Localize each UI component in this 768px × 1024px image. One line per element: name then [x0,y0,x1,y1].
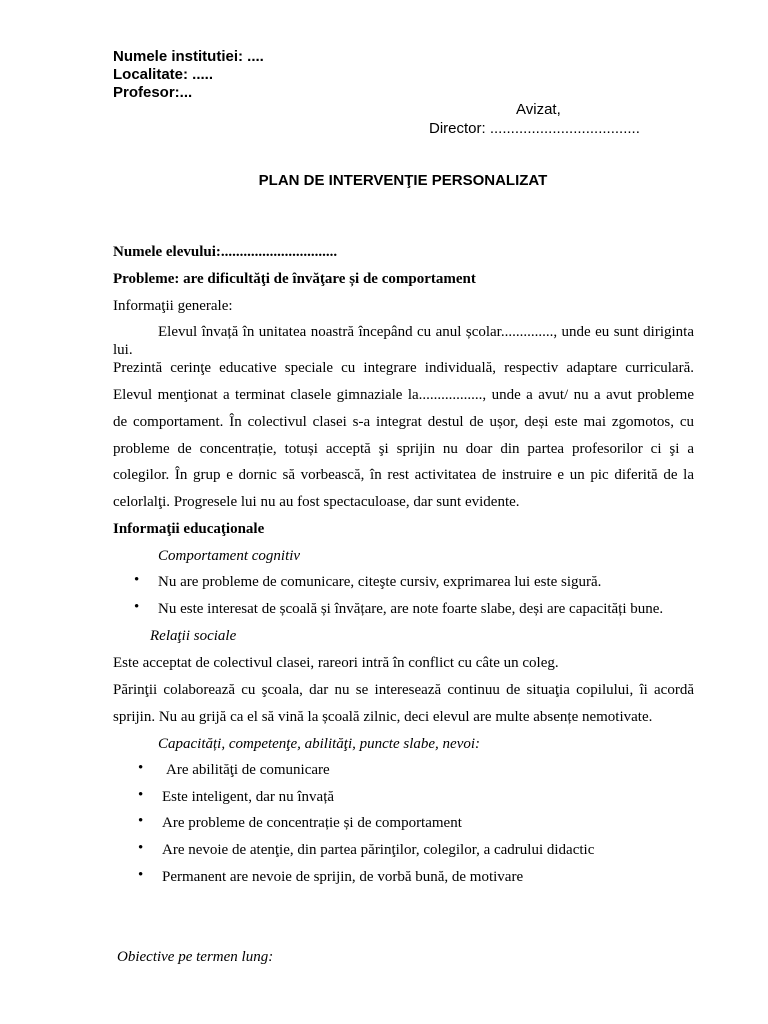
teacher: Profesor:... [113,84,193,101]
cognitive-item: Nu are probleme de comunicare, citeşte cursiv, exprimarea lui este sigură. [158,574,602,590]
social-line: Este acceptat de colectivul clasei, rareori intră în conflict cu câte un coleg. [113,655,559,671]
locality: Localitate: ..... [113,66,214,83]
general-info-line: celorlalţi. Progresele lui nu au fost spectaculoase, dar sunt evidente. [113,494,520,510]
bullet-icon: • [138,760,144,776]
bullet-icon: • [138,840,144,856]
educational-info-heading: Informaţii educaţionale [113,521,265,537]
social-line: Părinţii colaborează cu şcoala, dar nu se interesează continuu de situaţia copilului, îi acordă [113,682,694,698]
cognitive-heading: Comportament cognitiv [158,548,301,564]
bullet-icon: • [134,572,140,588]
general-info-line: lui. [113,342,133,358]
social-heading: Relaţii sociale [150,628,237,644]
general-info-heading: Informaţii generale: [113,298,233,314]
capacities-item: Are probleme de concentrație și de comportament [162,815,462,831]
general-info-line: colegilor. În grup e dornic să vorbească, în rest activitatea de instruire e un pic diferită de la [113,467,694,483]
capacities-item: Permanent are nevoie de sprijin, de vorbă bună, de motivare [162,869,524,885]
document-title: PLAN DE INTERVENŢIE PERSONALIZAT [258,172,548,189]
bullet-icon: • [138,867,144,883]
cognitive-item: Nu este interesat de școală și învățare, are note foarte slabe, deși are capacități bune. [158,601,664,617]
general-info-line: de comportament. În colectivul clasei s-a integrat destul de ușor, deși este mai zgomotos, cu [113,414,694,430]
institution-name: Numele institutiei: .... [113,48,264,65]
social-line: sprijin. Nu au grijă ca el să vină la școală zilnic, deci elevul are multe absențe nemotivate. [113,709,653,725]
capacities-item: Are abilităţi de comunicare [166,762,330,778]
bullet-icon: • [138,787,144,803]
general-info-line: probleme de concentrație, totuși acceptă şi sprijin nu doar din partea profesorilor ci şi a [113,441,694,457]
director-signature-line: Director: .................................... [429,120,640,137]
general-info-line: Elevul învață în unitatea noastră începând cu anul școlar.............., unde eu sunt diriginta [158,324,694,340]
general-info-line: Elevul menţionat a terminat clasele gimnaziale la................., unde a avut/ nu a avut probleme [113,387,694,403]
capacities-item: Este inteligent, dar nu învață [162,789,335,805]
bullet-icon: • [138,813,144,829]
student-name-field: Numele elevului:............................... [113,244,338,260]
bullet-icon: • [134,599,140,615]
approved-label: Avizat, [516,101,561,118]
objectives-heading: Obiective pe termen lung: [117,949,274,965]
problems-line: Probleme: are dificultăţi de învăţare și de comportament [113,271,476,287]
capacities-heading: Capacități, competenţe, abilităţi, puncte slabe, nevoi: [158,736,481,752]
general-info-line: Prezintă cerinţe educative speciale cu integrare individuală, respectiv adaptare curriculară. [113,360,694,376]
capacities-item: Are nevoie de atenţie, din partea părinţilor, colegilor, a cadrului didactic [162,842,595,858]
